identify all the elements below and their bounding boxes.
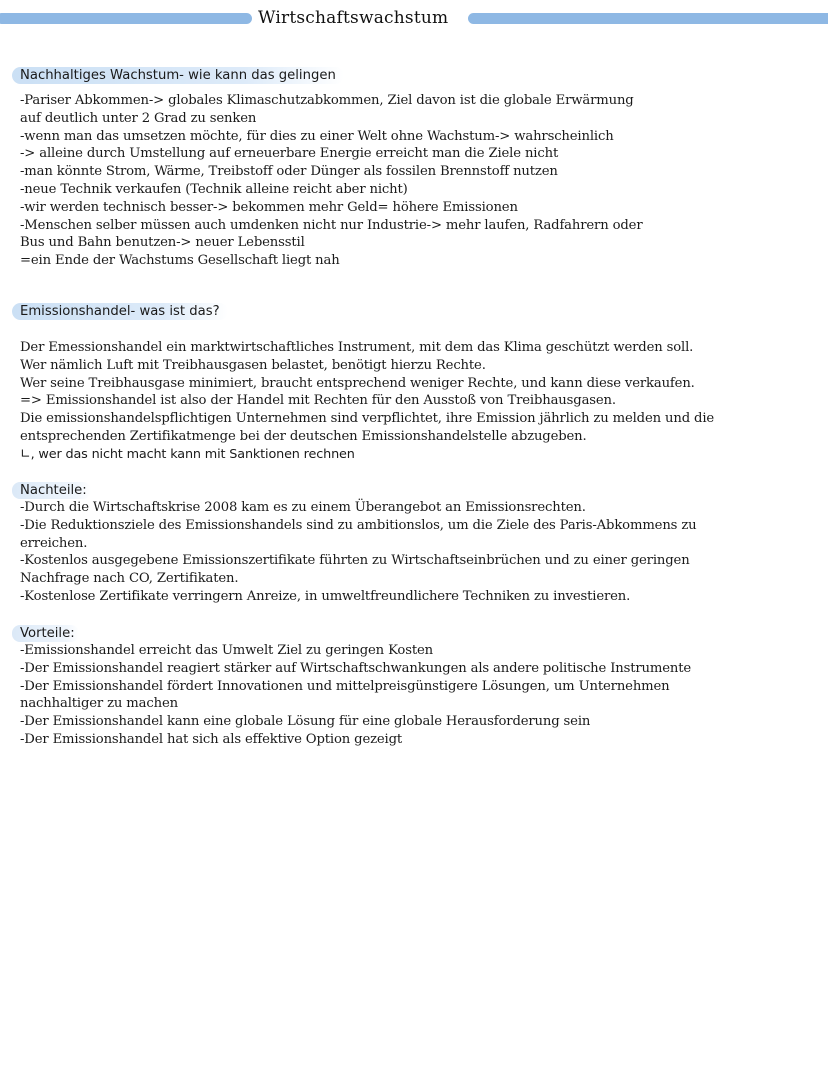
- text-line: -Der Emissionshandel hat sich als effektive Option gezeigt: [20, 731, 403, 747]
- title-underline-right: [468, 13, 828, 24]
- section-body-nachteile: [20, 499, 820, 606]
- section-heading-nachteile: Nachteile:: [12, 482, 91, 499]
- text-line: =ein Ende der Wachstums Gesellschaft liegt nah: [20, 253, 340, 269]
- text-line: -Die Reduktionsziele des Emissionshandels sind zu ambitionslos, um die Ziele des Paris-Abkommens zu: [20, 517, 697, 533]
- text-line: -man könnte Strom, Wärme, Treibstoff oder Dünger als fossilen Brennstoff nutzen: [20, 164, 558, 180]
- text-line: -Emissionshandel erreicht das Umwelt Ziel zu geringen Kosten: [20, 643, 433, 658]
- section-body-emissionshandel: [20, 339, 820, 464]
- text-line: Der Emessionshandel ein marktwirtschaftliches Instrument, mit dem das Klima geschützt werden soll.: [20, 340, 694, 355]
- text-line: -Kostenlose Zertifikate verringern Anreize, in umweltfreundlichere Techniken zu investieren.: [20, 588, 631, 604]
- page-title: Wirtschaftswachstum: [258, 8, 449, 28]
- title-bar: [0, 7, 828, 33]
- text-line: Wer nämlich Luft mit Treibhausgasen belastet, benötigt hierzu Rechte.: [20, 357, 486, 373]
- text-line: Die emissionshandelspflichtigen Unternehmen sind verpflichtet, ihre Emission jährlich zu melden und die: [20, 411, 715, 427]
- text-line: -> alleine durch Umstellung auf erneuerbare Energie erreicht man die Ziele nicht: [20, 146, 559, 162]
- text-line: -Pariser Abkommen-> globales Klimaschutzabkommen, Ziel davon ist die globale Erwärmung: [20, 93, 634, 108]
- text-line: -Durch die Wirtschaftskrise 2008 kam es zu einem Überangebot an Emissionsrechten.: [20, 500, 586, 515]
- text-line: Wer seine Treibhausgase minimiert, braucht entsprechend weniger Rechte, und kann diese verkaufen.: [20, 375, 695, 391]
- section-heading-nachhaltiges-wachstum: Nachhaltiges Wachstum- wie kann das gelingen: [12, 67, 344, 84]
- text-line: -Menschen selber müssen auch umdenken nicht nur Industrie-> mehr laufen, Radfahrern oder: [20, 217, 643, 233]
- text-line: nachhaltiger zu machen: [20, 696, 178, 712]
- text-line: -Der Emissionshandel fördert Innovationen und mittelpreisgünstigere Lösungen, um Unternehmen: [20, 678, 670, 694]
- section-heading-emissionshandel: Emissionshandel- was ist das?: [12, 303, 228, 320]
- text-line: Nachfrage nach CO, Zertifikaten.: [20, 571, 239, 587]
- section-heading-vorteile: Vorteile:: [12, 625, 79, 642]
- text-line: auf deutlich unter 2 Grad zu senken: [20, 110, 257, 126]
- text-line: -wenn man das umsetzen möchte, für dies zu einer Welt ohne Wachstum-> wahrscheinlich: [20, 128, 614, 144]
- title-underline-left: [0, 13, 252, 24]
- text-line: -wir werden technisch besser-> bekommen mehr Geld= höhere Emissionen: [20, 199, 518, 215]
- sanction-note: ∟, wer das nicht macht kann mit Sanktionen rechnen: [20, 446, 355, 462]
- text-line: -Der Emissionshandel kann eine globale Lösung für eine globale Herausforderung sein: [20, 714, 591, 730]
- text-line: -neue Technik verkaufen (Technik alleine reicht aber nicht): [20, 181, 408, 197]
- section-body-nachhaltiges-wachstum: [20, 92, 820, 270]
- text-line: => Emissionshandel ist also der Handel mit Rechten für den Ausstoß von Treibhausgasen.: [20, 393, 616, 409]
- text-line: entsprechenden Zertifikatmenge bei der deutschen Emissionshandelstelle abzugeben.: [20, 428, 587, 444]
- text-line: -Kostenlos ausgegebene Emissionszertifikate führten zu Wirtschaftseinbrüchen und zu einer geringen: [20, 553, 690, 569]
- text-line: -Der Emissionshandel reagiert stärker auf Wirtschaftschwankungen als andere politische Instrumente: [20, 660, 692, 676]
- text-line: erreichen.: [20, 535, 88, 551]
- text-line: Bus und Bahn benutzen-> neuer Lebensstil: [20, 235, 305, 251]
- section-body-vorteile: [20, 642, 820, 749]
